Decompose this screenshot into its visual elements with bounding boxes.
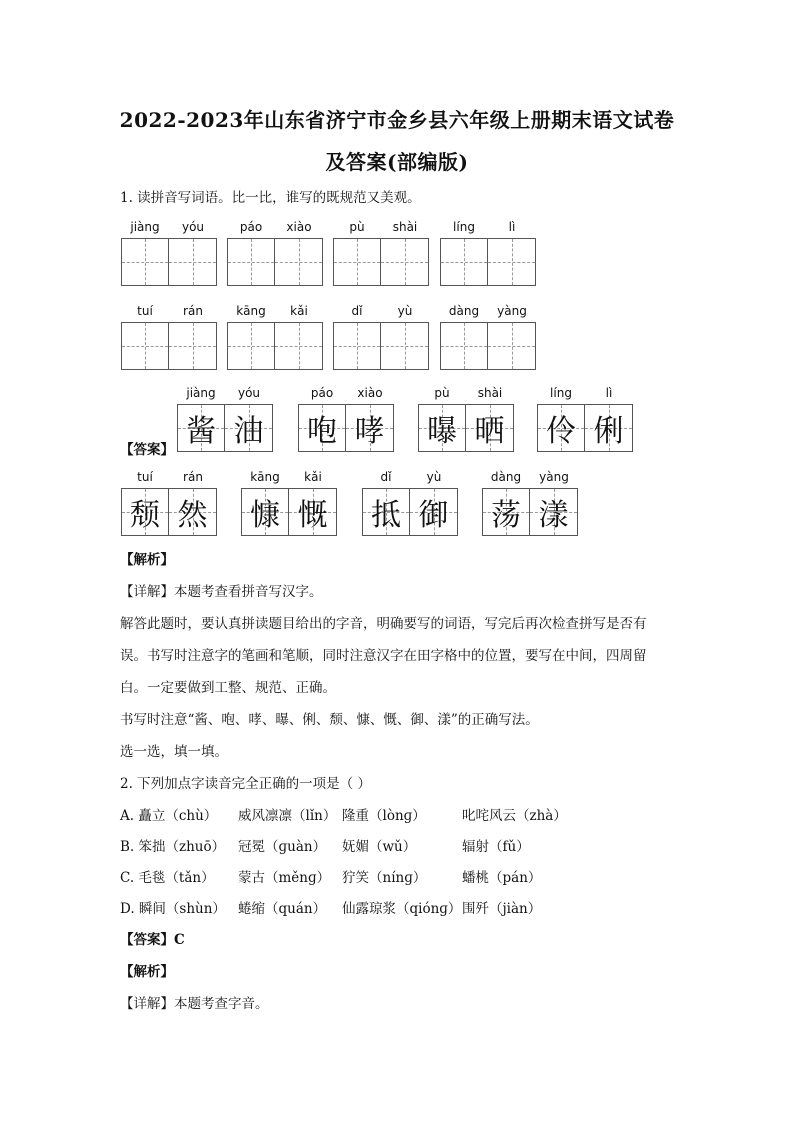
pinyin-label: tuí [137,470,153,484]
answer-char: 然 [177,498,208,533]
answer-char-cell [482,488,530,536]
q2-option-item: 冠冕（ɡuàn） [238,839,327,855]
pinyin-label: páo [310,386,334,400]
answer-char: 伶 [546,414,576,449]
tianzige-pair[interactable] [440,322,536,370]
writing-cell[interactable] [333,238,381,286]
answer-char: 咆 [307,414,337,449]
writing-cell[interactable] [169,238,217,286]
pinyin-label: líng [453,220,475,234]
writing-cell[interactable] [121,238,169,286]
tianzige-pair [418,404,514,452]
q2-option-item: 辐射（fǔ） [462,839,530,855]
pinyin-label: lì [508,220,516,234]
writing-cell[interactable] [275,238,323,286]
q2-option-item: 围歼（jiàn） [462,901,542,917]
q1-para2: 书写时注意“酱、咆、哮、曝、俐、颓、慷、慨、御、漾”的正确写法。 [120,712,539,728]
pinyin-label: yàng [497,304,527,318]
pinyin-label: kāng [250,470,280,484]
pinyin-label: kāng [236,304,266,318]
q2-option-item: 蜷缩（quán） [238,901,327,917]
q2-option-item: 蒙古（měnɡ） [238,870,331,886]
answer-char-cell [362,488,410,536]
answer-char: 油 [233,414,264,449]
answer-char: 御 [418,498,449,533]
tianzige-pair[interactable] [227,322,323,370]
writing-cell[interactable] [488,238,536,286]
answer-char: 颓 [130,498,160,533]
answer-char: 抵 [371,498,401,533]
pinyin-label: tuí [137,304,153,318]
pinyin-label: kǎi [304,470,322,484]
q1-detail: 【详解】本题考查看拼音写汉字。 [120,584,323,600]
q1-stem: 1. 读拼音写词语。比一比，谁写的既规范又美观。 [120,190,421,206]
q2-option-item: 仙露琼浆（qiónɡ） [342,901,462,917]
answer-char-cell [177,404,225,452]
answer-char: 俐 [593,414,624,449]
answer-char: 酱 [186,414,216,449]
q2-option-item: A. 矗立（chù） [120,808,218,824]
q1-para1-line2: 误。书写时注意字的笔画和笔顺，同时注意汉字在田字格中的位置，要写在中间，四周留 [120,648,647,664]
pinyin-label: lì [605,386,613,400]
pinyin-label: jiàng [186,386,216,400]
pinyin-label: rán [183,304,203,318]
answer-char: 荡 [491,498,521,533]
answer-char-cell [537,404,585,452]
doc-title-line1: 2022-2023年山东省济宁市金乡县六年级上册期末语文试卷 [119,108,675,132]
q2-option-item: 狞笑（nínɡ） [342,870,427,886]
q2-analysis-label: 【解析】 [120,964,174,980]
pinyin-label: yóu [237,386,261,400]
q2-option-item: 蟠桃（pán） [462,870,542,886]
q2-option-item: C. 毛毯（tǎn） [120,870,215,886]
q2-detail: 【详解】本题考查字音。 [120,996,269,1012]
writing-cell[interactable] [440,238,488,286]
q1-answer-label: 【答案】 [120,442,174,458]
pinyin-label: páo [239,220,263,234]
pinyin-label: dàng [448,304,480,318]
answer-char-cell [121,488,169,536]
doc-title-line2: 及答案(部编版) [325,150,469,174]
writing-cell[interactable] [381,322,429,370]
writing-cell[interactable] [333,322,381,370]
pinyin-label: pù [434,386,450,400]
writing-cell[interactable] [275,322,323,370]
answer-char: 漾 [538,498,569,533]
tianzige-pair [362,488,458,536]
tianzige-pair [298,404,394,452]
answer-char: 慷 [250,498,280,533]
pinyin-label: shài [392,220,418,234]
answer-char-cell [346,404,394,452]
writing-cell[interactable] [381,238,429,286]
writing-cell[interactable] [440,322,488,370]
tianzige-pair[interactable] [333,322,429,370]
answer-char: 慨 [297,498,328,533]
pinyin-label: pù [349,220,365,234]
tianzige-pair [482,488,578,536]
pinyin-label: yù [426,470,442,484]
q2-stem: 2. 下列加点字读音完全正确的一项是（ ） [120,776,371,792]
q2-option-item: 隆重（lònɡ） [342,808,426,824]
pinyin-label: líng [550,386,572,400]
q2-option-item: D. 瞬间（shùn） [120,901,226,917]
q2-option-item: 叱咤风云（zhà） [462,808,567,824]
tianzige-pair[interactable] [333,238,429,286]
tianzige-pair [241,488,337,536]
tianzige-pair [537,404,633,452]
pinyin-label: dǐ [351,304,363,318]
tianzige-pair[interactable] [440,238,536,286]
answer-char-cell [298,404,346,452]
answer-char-cell [418,404,466,452]
pinyin-label: yóu [181,220,205,234]
pinyin-label: dàng [490,470,522,484]
pinyin-label: yù [397,304,413,318]
q2-option-item: B. 笨拙（zhuō） [120,839,226,855]
answer-char-cell [241,488,289,536]
q2-option-item: 威风凛凛（lǐn） [238,808,337,824]
answer-char-cell [466,404,514,452]
writing-cell[interactable] [227,322,275,370]
tianzige-pair [177,404,273,452]
pinyin-label: jiàng [130,220,160,234]
answer-char-cell [410,488,458,536]
pinyin-label: xiào [357,386,383,400]
answer-char: 曝 [427,414,457,449]
pinyin-label: xiào [286,220,312,234]
q2-answer: 【答案】C [120,932,185,948]
pinyin-label: yàng [539,470,569,484]
answer-char: 哮 [354,414,385,449]
pinyin-label: kǎi [290,304,308,318]
writing-cell[interactable] [121,322,169,370]
answer-char-cell [225,404,273,452]
q1-analysis-label: 【解析】 [120,552,174,568]
section-heading: 选一选，填一填。 [120,744,228,760]
pinyin-label: shài [477,386,503,400]
pinyin-label: rán [183,470,203,484]
answer-char: 晒 [474,414,505,449]
q1-para1-line1: 解答此题时，要认真拼读题目给出的字音，明确要写的词语，写完后再次检查拼写是否有 [120,616,647,632]
tianzige-pair[interactable] [121,238,217,286]
writing-cell[interactable] [169,322,217,370]
tianzige-pair[interactable] [227,238,323,286]
answer-char-cell [585,404,633,452]
q1-para1-line3: 白。一定要做到工整、规范、正确。 [120,680,336,696]
writing-cell[interactable] [488,322,536,370]
answer-char-cell [530,488,578,536]
answer-char-cell [289,488,337,536]
q2-option-item: 妩媚（wǔ） [342,839,417,855]
writing-cell[interactable] [227,238,275,286]
tianzige-pair[interactable] [121,322,217,370]
answer-char-cell [169,488,217,536]
pinyin-label: dǐ [380,470,392,484]
tianzige-pair [121,488,217,536]
